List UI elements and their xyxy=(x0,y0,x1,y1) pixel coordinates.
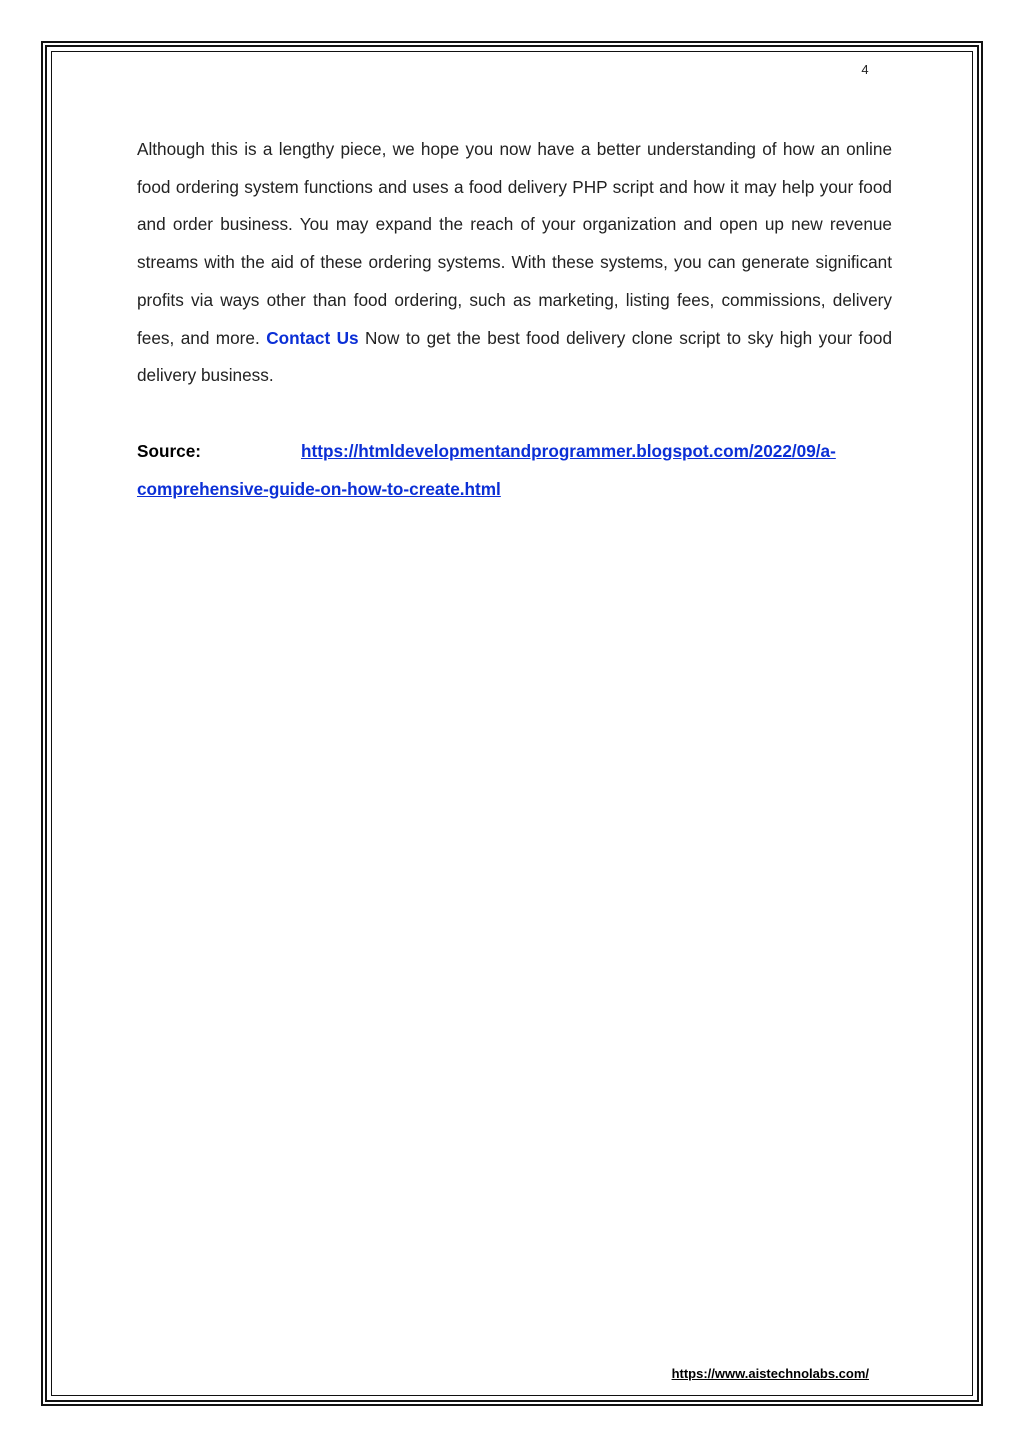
body-paragraph xyxy=(137,131,892,395)
source-label: Source: xyxy=(137,441,201,461)
contact-us-link[interactable]: Contact Us xyxy=(266,327,359,348)
footer-website-link[interactable]: https://www.aistechnolabs.com/ xyxy=(671,1366,869,1381)
paragraph-text-after-link: Now to get the best food delivery clone script to sky high your food delivery business. xyxy=(137,327,892,386)
paragraph-text-before-link: Although this is a lengthy piece, we hope you now have a better understanding of how an online food ordering system functions and uses a food delivery PHP script and how it may help your food and order business. You may expand the reach of your organization and open up new revenue streams with the aid of these ordering systems. With these systems, you can generate significant profits via ways other than food ordering, such as marketing, listing fees, commissions, delivery fees, and more. xyxy=(137,139,892,348)
source-block xyxy=(137,433,892,508)
source-url-link[interactable]: https://htmldevelopmentandprogrammer.blogspot.com/2022/09/a-comprehensive-guide-on-how-to-create.html xyxy=(137,441,836,499)
page-number: 4 xyxy=(861,62,869,77)
